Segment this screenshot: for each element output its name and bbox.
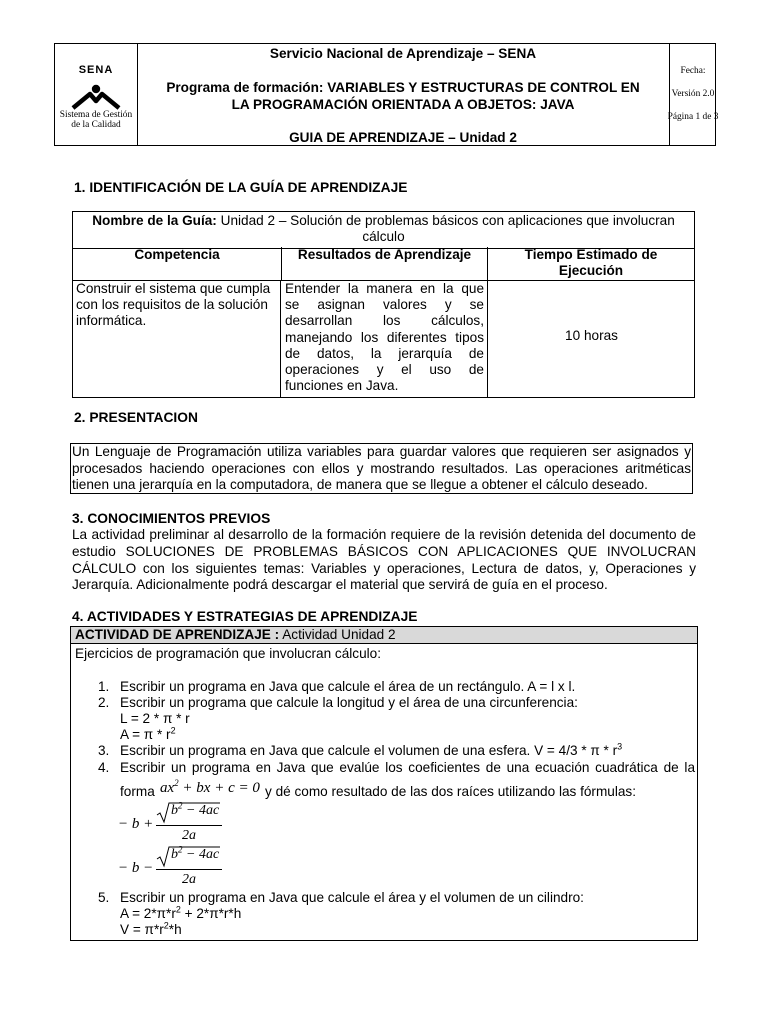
radicand-exp: 2 [178,800,183,811]
formula-part: A = 2*π*r [120,906,176,921]
fraction-2 [156,845,222,891]
formula-neg-b-plus: − b + [118,816,154,832]
version-label: Versión 2.0 [671,89,715,99]
item-number: 3. [98,743,110,758]
eq-a: ax [160,780,175,796]
page-number: Página 1 de 3 [667,112,719,122]
competencia-line: con los requisitos de la solución [76,297,268,313]
formula-part: + 2*π*r*h [180,906,242,921]
item-text-continued: y dé como resultado de las dos raíces utilizando las fórmulas: [265,784,636,799]
guide-identification-table [72,211,695,398]
presentation-line: tienen una jerarquía en la computadora, de manera que se llegue a obtener el cálculo deseado. [72,477,648,493]
formula-neg-b-minus: − b − [118,860,154,876]
resultados-line: se asignan valores y se [285,297,484,313]
tiempo-value: 10 horas [565,328,618,343]
resultados-cell [282,280,488,397]
item-text-forma: forma [120,784,155,799]
item-number: 5. [98,890,110,905]
section4-heading: 4. ACTIVIDADES Y ESTRATEGIAS DE APRENDIZAJE [72,609,418,624]
col-header-competencia: Competencia [73,247,282,281]
formula-part: *h [168,922,182,937]
item-text [120,743,622,758]
radicand-b: b [171,803,178,818]
formula-exponent: 2 [163,920,169,931]
quality-system-label [55,110,137,130]
col-header-resultados: Resultados de Aprendizaje [282,247,488,281]
quadratic-equation [160,780,260,797]
formula-part: V = π*r [120,922,164,937]
formula-line [120,727,176,742]
guide-name-value-1: Unidad 2 – Solución de problemas básicos con aplicaciones que involucran [220,213,675,228]
guide-name-label: Nombre de la Guía: [92,213,217,228]
guide-name-row [73,212,694,249]
resultados-line: de datos, la jerarquía de [285,345,484,361]
competencia-line: informática. [76,313,147,329]
logo-text: SENA [78,64,114,76]
col-header-tiempo [488,247,694,281]
quality-system-line2: de la Calidad [71,120,121,130]
presentation-box [70,443,693,494]
radicand [171,800,220,819]
eq-rest: + bx + c = 0 [178,780,260,796]
activity-label: ACTIVIDAD DE APRENDIZAJE : [75,627,280,642]
formula-line: L = 2 * π * r [120,711,190,726]
col-header-tiempo-1: Tiempo Estimado de [524,247,658,262]
item-text: Escribir un programa en Java que calcule el área de un rectángulo. A = l x l. [120,679,576,694]
item-number: 2. [98,695,110,710]
guide-title: GUIA DE APRENDIZAJE – Unidad 2 [289,130,517,145]
denominator: 2a [182,828,196,843]
radicand [171,844,220,863]
fecha-label: Fecha: [680,66,706,76]
presentation-line: procesados haciendo operaciones con ellos y mostrando resultados. Las operaciones aritméticas [72,460,691,476]
section1-heading: 1. IDENTIFICACIÓN DE LA GUÍA DE APRENDIZAJE [74,180,408,195]
previous-knowledge-line: estudio SOLUCIONES DE PROBLEMAS BÁSICOS CON APLICACIONES QUE INVOLUCRAN [72,543,696,559]
formula-line [120,906,241,921]
resultados-line: manejando los diferentes tipos [285,329,484,345]
resultados-line: Entender la manera en la que [285,281,484,296]
institution-title: Servicio Nacional de Aprendizaje – SENA [269,46,537,61]
header-meta-cell [667,44,719,145]
header-title-cell [137,44,669,145]
fraction-1 [156,801,222,847]
activity-title-bar [71,627,697,644]
resultados-line: funciones en Java. [285,378,399,394]
guide-name-value-2: cálculo [362,229,405,244]
item-number: 1. [98,679,110,694]
col-header-tiempo-2: Ejecución [558,263,624,278]
radicand-rest: − 4ac [182,847,220,862]
resultados-line: operaciones y el uso de [285,362,484,378]
resultados-line: desarrollan los cálculos, [285,313,484,329]
previous-knowledge-line: Jerarquía. Adicionalmente podrá descargar el material que servirá de guía en el proceso. [72,577,608,593]
radicand-rest: − 4ac [182,803,220,818]
previous-knowledge-line: CÁLCULO con los siguientes temas: Variables y operaciones, Lectura de datos, y, Operaciones y [72,560,696,576]
presentation-line: Un Lenguaje de Programación utiliza variables para guardar valores que requieren ser asignados y [72,444,691,459]
previous-knowledge-text [72,527,696,594]
radicand-b: b [171,847,178,862]
competencia-line: Construir el sistema que cumpla [76,281,271,296]
section2-heading: 2. PRESENTACION [74,410,198,425]
program-line1: Programa de formación: VARIABLES Y ESTRUCTURAS DE CONTROL EN [166,80,640,95]
fraction-bar [156,869,222,870]
formula-exponent: 2 [170,725,176,736]
formula-line [120,922,182,937]
logo-cell [55,44,138,145]
previous-knowledge-line: La actividad preliminar al desarrollo de la formación requiere de la revisión detenida del documento de [72,527,696,542]
formula-exponent: 2 [175,904,181,915]
section3-heading: 3. CONOCIMIENTOS PREVIOS [72,511,271,526]
document-header [54,43,719,146]
fraction-bar [156,825,222,826]
activity-value: Actividad Unidad 2 [282,627,396,642]
eq-exp: 2 [174,778,179,788]
item-text-exponent: 3 [617,741,623,752]
activity-intro: Ejercicios de programación que involucran cálculo: [75,646,382,661]
radicand-exp: 2 [178,844,183,855]
item-text: Escribir un programa en Java que calcule el área y el volumen de un cilindro: [120,890,584,905]
item-number: 4. [98,760,110,775]
item-text-base: Escribir un programa en Java que calcule el volumen de una esfera. V = 4/3 * π * r [120,743,618,758]
item-text: Escribir un programa en Java que evalúe los coeficientes de una ecuación cuadrática de la [120,760,695,775]
quality-system-line1: Sistema de Gestión [59,110,133,120]
formula-base: A = π * r [120,727,171,742]
item-text: Escribir un programa que calcule la longitud y el área de una circunferencia: [120,695,578,710]
denominator: 2a [182,872,196,887]
competencia-cell [73,280,281,397]
program-line2: LA PROGRAMACIÓN ORIENTADA A OBJETOS: JAVA [231,97,575,112]
